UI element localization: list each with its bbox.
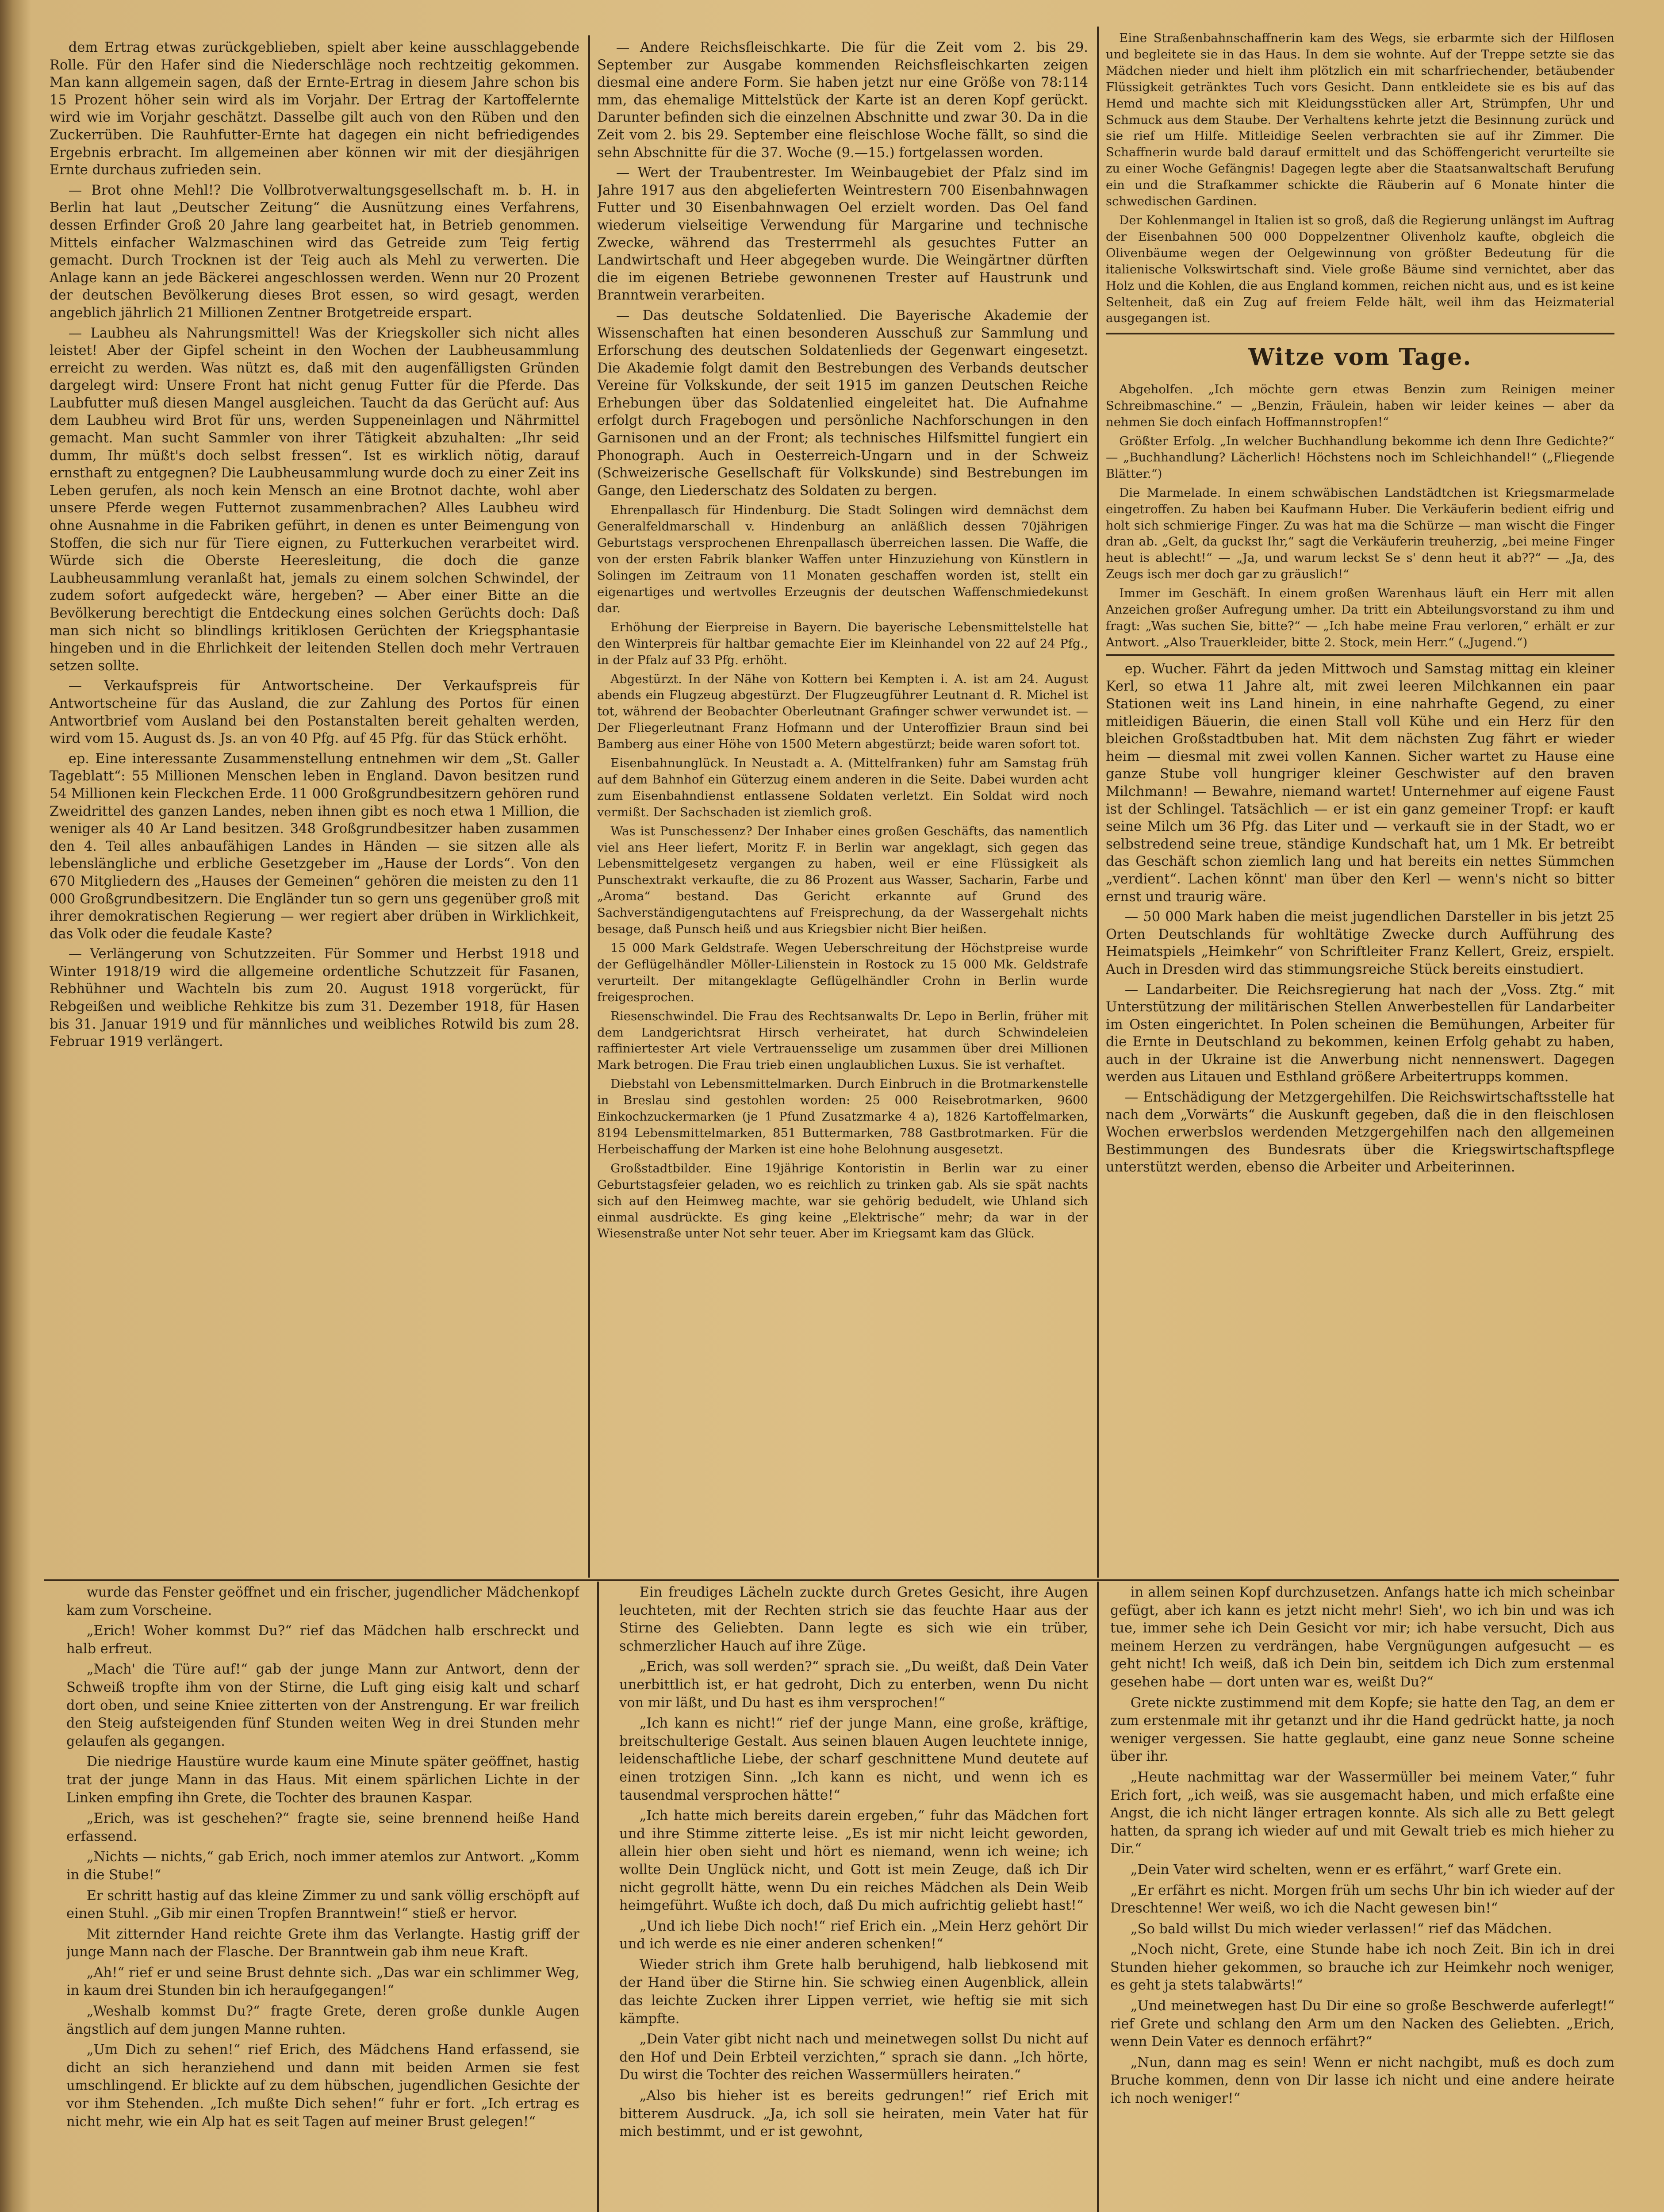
news-item: ep. Eine interessante Zusammenstellung entnehmen wir dem „St. Galler Tageblatt“: 55 Millionen Menschen leben in England. Davon besitzen rund 54 Millionen kein Fleckchen Erde. 11 000 Großgrundbesitzern gehören rund Zweidrittel des ganzen Landes, neben ihnen gibt es noch etwa 1 Million, die weniger als 40 Ar Land besitzen. 348 Großgrundbesitzer haben zusammen den 4. Teil alles anbaufähigen Landes in Händen — sie sitzen alle als lebenslängliche und erbliche Gesetzgeber im „Hause der Lords“. Von den 670 Mitgliedern des „Hauses der Gemeinen“ gehören die meisten zu den 11 000 Großgrundbesitzern. Die Engländer tun so gern uns gegenüber groß mit ihrer demokratischen Regierung — wer regiert aber drüben in Wirklichkeit, das Volk oder die feudale Kaste?	[50, 751, 579, 942]
news-item-small: Großstadtbilder. Eine 19jährige Kontoristin in Berlin war zu einer Geburtstagsfeier geladen, wo es reichlich zu trinken gab. Als sie spät nachts sich auf den Heimweg machte, war sie gehörig bedudelt, wie Uhland sich einmal ausdrückte. Es ging keine „Elektrische“ mehr; da war in der Wiesenstraße unter Not sehr teuer. Aber im Kriegsamt kam das Glück.	[597, 1161, 1088, 1241]
story-paragraph: „Erich! Woher kommst Du?“ rief das Mädchen halb erschreckt und halb erfreut.	[66, 1623, 579, 1657]
column-1-news	[50, 39, 579, 1577]
news-item: — Entschädigung der Metzgergehilfen. Die Reichswirtschaftsstelle hat nach dem „Vorwärts“ die Auskunft gegeben, daß die in den fleischlosen Wochen erwerbslos werdenden Metzgergehilfen nach den allgemeinen Bestimmungen des Bundesrats über die Kriegswirtschaftspflege unterstützt werden, ebenso die Arbeiter und Arbeiterinnen.	[1106, 1090, 1614, 1175]
story-paragraph: „Ich kann es nicht!“ rief der junge Mann, eine große, kräftige, breitschulterige Gestalt. Aus seinen blauen Augen leuchtete innige, leidenschaftliche Liebe, der scharf geschnittene Mund deutete auf einen trotzigen Sinn. „Ich kann es nicht, und wenn ich es tausendmal versprochen hätte!“	[619, 1716, 1088, 1803]
news-item-small: 15 000 Mark Geldstrafe. Wegen Ueberschreitung der Höchstpreise wurde der Geflügelhändler Möller-Lilienstein in Rostock zu 15 000 Mk. Geldstrafe verurteilt. Der mitangeklagte Geflügelhändler Crohn in Berlin wurde freigesprochen.	[597, 941, 1088, 1004]
story-paragraph: „Nichts — nichts,“ gab Erich, noch immer atemlos zur Antwort. „Komm in die Stube!“	[66, 1849, 579, 1883]
story-rule-1	[597, 1582, 599, 2212]
news-item: — Verlängerung von Schutzzeiten. Für Sommer und Herbst 1918 und Winter 1918/19 wird die allgemeine ordentliche Schutzzeit für Fasanen, Rebhühner und Wachteln bis zum 20. August 1918 vorgerückt, für Rebgeißen und weibliche Rehkitze bis zum 31. Dezember 1918, für Hasen bis 31. Januar 1919 und für männliches und weibliches Rotwild bis zum 28. Februar 1919 verlängert.	[50, 946, 579, 1050]
story-paragraph: Ein freudiges Lächeln zuckte durch Gretes Gesicht, ihre Augen leuchteten, mit der Rechten strich sie das feuchte Haar aus der Stirne des Geliebten. Dann legte es sich wie ein trüber, schmerzlicher Hauch auf ihre Züge.	[619, 1585, 1088, 1654]
story-paragraph: „Nun, dann mag es sein! Wenn er nicht nachgibt, muß es doch zum Bruche kommen, denn von Dir lasse ich nicht und eine andere heirate ich noch weniger!“	[1110, 2055, 1614, 2107]
news-item-small: Der Kohlenmangel in Italien ist so groß, daß die Regierung unlängst im Auftrag der Eisenbahnen 500 000 Doppelzentner Olivenholz kaufte, obgleich die Olivenbäume wegen der Oelgewinnung von größter Bedeutung für die italienische Volkswirtschaft sind. Viele große Bäume sind vernichtet, aber das Holz und die Kohlen, die aus England kommen, reichen nicht aus, und es ist keine Seltenheit, daß ein Zug auf freiem Felde hält, weil ihm das Heizmaterial ausgegangen ist.	[1106, 213, 1614, 326]
news-item-small: Eisenbahnunglück. In Neustadt a. A. (Mittelfranken) fuhr am Samstag früh auf dem Bahnhof ein Güterzug einem anderen in die Seite. Dabei wurden acht zum Eisenbahndienst entlassene Soldaten verletzt. Ein Soldat wird noch vermißt. Der Sachschaden ist ziemlich groß.	[597, 756, 1088, 819]
story-paragraph: „Heute nachmittag war der Wassermüller bei meinem Vater,“ fuhr Erich fort, „ich weiß, was sie ausgemacht haben, und mich erfaßte eine Angst, die ich nicht länger ertragen konnte. Als sich alle zu Bett gelegt hatten, da sprang ich wieder auf und mit Gewalt trieb es mich hieher zu Dir.“	[1110, 1769, 1614, 1857]
joke-item: Größter Erfolg. „In welcher Buchhandlung bekomme ich denn Ihre Gedichte?“ — „Buchhandlung? Lächerlich! Höchstens noch im Schleichhandel!“ („Fliegende Blätter.“)	[1106, 434, 1614, 481]
story-paragraph: „Ich hatte mich bereits darein ergeben,“ fuhr das Mädchen fort und ihre Stimme zitterte leise. „Es ist mir nicht leicht geworden, allein hier oben sieht und hört es niemand, wenn ich weine; ich wollte Dein Unglück nicht, und Gott ist mein Zeuge, daß ich Dir nicht gegrollt hätte, wenn Du ein reiches Mädchen als Dein Weib heimgeführt. Wußte ich doch, daß Du mich aufrichtig geliebt hast!“	[619, 1808, 1088, 1914]
witze-box-bottom-rule	[1106, 654, 1614, 656]
story-column-2	[619, 1584, 1088, 2212]
story-paragraph: Wieder strich ihm Grete halb beruhigend, halb liebkosend mit der Hand über die Stirne hin. Sie schwieg einen Augenblick, allein das leichte Zucken ihrer Lippen verriet, wie heftig sie mit sich kämpfte.	[619, 1957, 1088, 2027]
witze-box-top-rule	[1106, 333, 1614, 334]
story-paragraph: Er schritt hastig auf das kleine Zimmer zu und sank völlig erschöpft auf einen Stuhl. „Gib mir einen Tropfen Branntwein!“ stieß er hervor.	[66, 1888, 579, 1922]
column-3-bottom-items	[1106, 661, 1614, 1176]
column-3-news	[1106, 30, 1614, 1577]
news-item: — Brot ohne Mehl!? Die Vollbrotverwaltungsgesellschaft m. b. H. in Berlin hat laut „Deutscher Zeitung“ die Ausnützung eines Verfahrens, dessen Erfinder Groß 20 Jahre lang gearbeitet hat, in Betrieb genommen. Mittels einfacher Walzmaschinen wird das Getreide zum Teig fertig gemacht. Durch Trocknen ist der Teig auch als Mehl zu verwerten. Die Anlage kann an jede Bäckerei angeschlossen werden. Wenn nur 20 Prozent der deutschen Bevölkerung dieses Brot essen, so wird gesagt, werden angeblich jährlich 21 Millionen Zentner Brotgetreide erspart.	[50, 182, 579, 321]
witze-items	[1106, 381, 1614, 651]
column-3-top-items	[1106, 30, 1614, 326]
story-paragraph: „Er erfährt es nicht. Morgen früh um sechs Uhr bin ich wieder auf der Dreschtenne! Wer weiß, wo ich die Nacht gewesen bin!“	[1110, 1882, 1614, 1916]
story-paragraph: „Dein Vater gibt nicht nach und meinetwegen sollst Du nicht auf den Hof und Dein Erbteil verzichten,“ sprach sie dann. „Ich hörte, Du wirst die Tochter des reichen Wassermüllers heiraten.“	[619, 2032, 1088, 2083]
story-paragraph: Grete nickte zustimmend mit dem Kopfe; sie hatte den Tag, an dem er zum erstenmale mit ihr getanzt und ihr die Hand gedrückt hatte, ja noch weniger vergessen. Sie hatte geglaubt, eine ganz neue Sonne scheine über ihr.	[1110, 1695, 1614, 1765]
story-column-1	[66, 1584, 579, 2212]
news-item: — Laubheu als Nahrungsmittel! Was der Kriegskoller sich nicht alles leistet! Aber der Gipfel scheint in den Wochen der Laubheusammlung erreicht zu werden. Was nützt es, daß mit den augenfälligsten Gründen dargelegt wird: Unsere Front hat nicht genug Futter für die Pferde. Das Laubfutter muß diesen Mangel ausgleichen. Taucht da das Gerücht auf: Aus dem Laubheu wird Brot für uns, werden Suppeneinlagen und Nährmittel gemacht. Man sucht Sammler von ihrer Tätigkeit abzuhalten: „Ihr seid dumm, Ihr müßt's doch selbst fressen“. Ist es wirklich nötig, darauf ernsthaft zu entgegnen? Die Laubheusammlung wurde doch zu einer Zeit ins Leben gerufen, als noch kein Mensch an eine Brotnot dachte, wohl aber unsere Pferde wegen Futternot zusammenbrachen? Alles Laubheu wird ohne Ausnahme in die Fabriken geführt, in denen es unter Beimengung von Stoffen, die sich nur für Tiere eignen, zu Futterkuchen verarbeitet wird. Würde sich die Oberste Heeresleitung, die doch die ganze Laubheusammlung veranlaßt hat, jemals zu einem solchen Schwindel, der zudem sofort aufgedeckt wäre, hergeben? — Aber einer Bitte an die Bevölkerung berechtigt die Entdeckung eines solchen Gerüchts doch: Daß man sich nicht so blindlings kritiklosen Gerüchten der Kriegsphantasie hingeben und in die Ehrlichkeit der leitenden Stellen doch mehr Vertrauen setzen sollte.	[50, 325, 579, 674]
column-2-large-items	[597, 39, 1088, 499]
news-item-small: Abgestürzt. In der Nähe von Kottern bei Kempten i. A. ist am 24. August abends ein Flugzeug abgestürzt. Der Flugzeugführer Leutnant d. R. Michel ist tot, während der Beobachter Oberleutnant Grafinger schwer verwundet ist. — Der Fliegerleutnant Franz Hofmann und der Unteroffizier Braun sind bei Bamberg aus einer Höhe von 1500 Metern abgestürzt; beide waren sofort tot.	[597, 672, 1088, 752]
news-item: — Andere Reichsfleischkarte. Die für die Zeit vom 2. bis 29. September zur Ausgabe kommenden Reichsfleischkarten zeigen diesmal eine andere Form. Sie haben jetzt nur eine Größe von 78:114 mm, das ehemalige Mittelstück der Karte ist an deren Kopf gerückt. Darunter befinden sich die einzelnen Abschnitte und zwar 30. Da in die Zeit vom 2. bis 29. September eine fleischlose Woche fällt, so sind die sehn Abschnitte für die 37. Woche (9.—15.) fortgelassen worden.	[597, 40, 1088, 161]
news-item-small: Erhöhung der Eierpreise in Bayern. Die bayerische Lebensmittelstelle hat den Winterpreis für haltbar gemachte Eier im Kleinhandel von 22 auf 24 Pfg., in der Pfalz auf 33 Pfg. erhöht.	[597, 620, 1088, 667]
news-item: dem Ertrag etwas zurückgeblieben, spielt aber keine ausschlaggebende Rolle. Für den Hafer sind die Niederschläge noch rechtzeitig gekommen. Man kann allgemein sagen, daß der Ernte-Ertrag in diesem Jahre schon bis 15 Prozent höher sein wird als im Vorjahr. Der Ertrag der Kartoffelernte wird wie im Vorjahr geschätzt. Dasselbe gilt auch von den Rüben und den Zuckerrüben. Die Rauhfutter-Ernte hat dagegen ein nicht befriedigendes Ergebnis erbracht. Im allgemeinen aber können wir mit der diesjährigen Ernte durchaus zufrieden sein.	[50, 40, 579, 178]
story-paragraph: „So bald willst Du mich wieder verlassen!“ rief das Mädchen.	[1130, 1921, 1552, 1937]
story-paragraph: wurde das Fenster geöffnet und ein frischer, jugendlicher Mädchenkopf kam zum Vorscheine.	[66, 1585, 579, 1618]
news-item-small: Ehrenpallasch für Hindenburg. Die Stadt Solingen wird demnächst dem Generalfeldmarschall v. Hindenburg an anläßlich dessen 70jährigen Geburtstags versprochenen Ehrenpallasch überreichen lassen. Die Waffe, die von der ersten Fabrik blanker Waffen unter Hinzuziehung von Künstlern in Solingen im Zeitraum von 11 Monaten geschaffen worden ist, stellt ein eigenartiges und wertvolles Erzeugnis der deutschen Waffenschmiedekunst dar.	[597, 503, 1088, 615]
story-paragraph: „Erich, was soll werden?“ sprach sie. „Du weißt, daß Dein Vater unerbittlich ist, er hat gedroht, Dich zu enterben, wenn Du nicht von mir läßt, und Du hast es ihm versprochen!“	[619, 1659, 1088, 1711]
news-item: — 50 000 Mark haben die meist jugendlichen Darsteller in bis jetzt 25 Orten Deutschlands für wohltätige Zwecke durch Aufführung des Heimatspiels „Heimkehr“ von Schriftleiter Franz Kellert, Greiz, erspielt. Auch in Dresden wird das stimmungsreiche Stück bereits einstudiert.	[1106, 909, 1614, 977]
column-2-news	[597, 39, 1088, 1577]
news-item: — Wert der Traubentrester. Im Weinbaugebiet der Pfalz sind im Jahre 1917 aus den abgelieferten Weintrestern 700 Eisenbahnwagen Futter und 30 Eisenbahnwagen Oel erzielt worden. Das Oel fand wiederum vielseitige Verwendung für Margarine und technische Zwecke, während das Tresterrmehl als gesuchtes Futter an Landwirtschaft und Heer abgegeben wurde. Die Weingärtner dürften die im eigenen Betriebe gewonnenen Trester auf Haustrunk und Branntwein verarbeiten.	[597, 165, 1088, 303]
news-item-small: Eine Straßenbahnschaffnerin kam des Wegs, sie erbarmte sich der Hilflosen und begleitete sie in das Haus. In dem sie wohnte. Auf der Treppe setzte sie das Mädchen nieder und hielt ihm plötzlich ein mit scharfriechender, betäubender Flüssigkeit getränktes Tuch vors Gesicht. Dann entkleidete sie es bis auf das Hemd und machte sich mit Kleidungsstücken aller Art, Strümpfen, Uhr und Schmuck aus dem Staube. Der Verhaltens kehrte jetzt die Besinnung zurück und sie rief um Hilfe. Mitleidige Seelen verbrachten sie auf ihr Zimmer. Die Schaffnerin wurde bald darauf ermittelt und das Schöffengericht verurteilte sie zu einer Woche Gefängnis! Dagegen legte aber die Staatsanwaltschaft Berufung ein und die Strafkammer schickte die Räuberin auf 6 Monate hinter die schwedischen Gardinen.	[1106, 31, 1614, 209]
story-paragraph: „Um Dich zu sehen!“ rief Erich, des Mädchens Hand erfassend, sie dicht an sich heranziehend und dann mit beiden Armen sie fest umschlingend. Er blickte auf zu dem hübschen, jugendlichen Gesichte der vor ihm Stehenden. „Ich mußte Dich sehen!“ fuhr er fort. „Ich ertrag es nicht mehr, wie ein Alp hat es seit Tagen auf meiner Brust gelegen!“	[66, 2042, 579, 2130]
joke-item: Die Marmelade. In einem schwäbischen Landstädtchen ist Kriegsmarmelade eingetroffen. Zu haben bei Kaufmann Huber. Die Verkäuferin bedient eifrig und holt sich schmierige Finger. Zu was hat ma die Schürze — man wischt die Finger dran ab. „Gelt, da guckst Ihr,“ sagt die Verkäuferin treuherzig, „bei meine Finger heut is ablecht!“ — „Ja, und warum leckst Se s' denn heut it ab??“ — „Ja, des Zeugs isch mer doch gar zu gräuslich!“	[1106, 485, 1614, 582]
news-item: — Das deutsche Soldatenlied. Die Bayerische Akademie der Wissenschaften hat einen besonderen Ausschuß zur Sammlung und Erforschung des deutschen Soldatenlieds der Gegenwart eingesetzt. Die Akademie folgt damit den Bestrebungen des Verbands deutscher Vereine für Volkskunde, der seit 1915 im ganzen Deutschen Reiche Erhebungen über das Soldatenlied eingeleitet hat. Die Aufnahme erfolgt durch Fragebogen und persönliche Nachforschungen in den Garnisonen und an der Front; als technisches Hilfsmittel fungiert ein Phonograph. Auch in Oesterreich-Ungarn und in der Schweiz (Schweizerische Gesellschaft für Volkskunde) sind Bestrebungen im Gange, den Liederschatz des Soldaten zu bergen.	[597, 307, 1088, 499]
news-item: ep. Wucher. Fährt da jeden Mittwoch und Samstag mittag ein kleiner Kerl, so etwa 11 Jahre alt, mit zwei leeren Milchkannen ein paar Stationen weit ins Land hinein, in eine nahrhafte Gegend, zu einer mitleidigen Bäuerin, die einen Stall voll Kühe und ein Herz für den bleichen Großstadtbuben hat. Mit dem nächsten Zug fährt er wieder heim — diesmal mit zwei vollen Kannen. Sicher wartet zu Hause eine ganze Stube voll hungriger kleiner Geschwister auf den braven Milchmann! — Bewahre, niemand wartet! Unternehmer auf eigene Faust ist der Schlingel. Tatsächlich — er ist ein ganz gemeiner Tropf: er kauft seine Milch um 36 Pfg. das Liter und — verkauft sie in der Stadt, wo er selbstredend seine treue, ständige Kundschaft hat, um 1 Mk. Er betreibt das Geschäft schon ziemlich lang und hat bereits ein nettes Sümmchen „verdient“. Lachen könnt' man über den Kerl — wenn's nicht so bitter ernst und traurig wäre.	[1106, 661, 1614, 905]
joke-item: Abgeholfen. „Ich möchte gern etwas Benzin zum Reinigen meiner Schreibmaschine.“ — „Benzin, Fräulein, haben wir leider keines — aber da nehmen Sie doch einfach Hoffmannstropfen!“	[1106, 382, 1614, 430]
story-paragraph: „Erich, was ist geschehen?“ fragte sie, seine brennend heiße Hand erfassend.	[66, 1811, 579, 1844]
joke-item: Immer im Geschäft. In einem großen Warenhaus läuft ein Herr mit allen Anzeichen großer Aufregung umher. Da tritt ein Abteilungsvorstand zu ihm und fragt: „Was suchen Sie, bitte?“ — „Ich habe meine Frau verloren,“ erhält er zur Antwort. „Also Trauerkleider, bitte 2. Stock, mein Herr.“ („Jugend.“)	[1106, 586, 1614, 649]
story-paragraph: „Und meinetwegen hast Du Dir eine so große Beschwerde auferlegt!“ rief Grete und schlang den Arm um den Nacken des Geliebten. „Erich, wenn Dein Vater es dennoch erfährt?“	[1110, 1998, 1614, 2050]
column-rule-1	[588, 35, 590, 1578]
story-column-3	[1110, 1584, 1614, 2212]
story-paragraph: „Weshalb kommst Du?“ fragte Grete, deren große dunkle Augen ängstlich auf dem jungen Manne ruhten.	[66, 2004, 579, 2037]
story-paragraph: „Mach' die Türe auf!“ gab der junge Mann zur Antwort, denn der Schweiß tropfte ihm von der Stirne, die Luft ging eisig kalt und scharf dort oben, und seine Kniee zitterten von der Anstrengung. Er war freilich den Steig aufsteigenden fünf Stunden weiten Weg in drei Stunden mehr gelaufen als gegangen.	[66, 1662, 579, 1749]
story-rule-2	[1097, 1582, 1099, 2212]
story-paragraph: „Noch nicht, Grete, eine Stunde habe ich noch Zeit. Bin ich in drei Stunden hieher gekommen, so brauche ich zur Heimkehr noch weniger, es geht ja stets talabwärts!“	[1110, 1942, 1614, 1993]
news-item: — Verkaufspreis für Antwortscheine. Der Verkaufspreis für Antwortscheine für das Ausland, die zur Zahlung des Portos für einen Antwortbrief vom Ausland bei den Postanstalten bereit gehalten werden, wird vom 15. August ds. Js. an von 40 Pfg. auf 45 Pfg. für das Stück erhöht.	[50, 678, 579, 747]
story-paragraph: Mit zitternder Hand reichte Grete ihm das Verlangte. Hastig griff der junge Mann nach der Flasche. Der Branntwein gab ihm neue Kraft.	[66, 1926, 579, 1960]
story-paragraph: „Dein Vater wird schelten, wenn er es erfährt,“ warf Grete ein.	[1130, 1862, 1562, 1878]
news-item-small: Riesenschwindel. Die Frau des Rechtsanwalts Dr. Lepo in Berlin, früher mit dem Landgerichtsrat Hirsch verheiratet, hat durch Schwindeleien raffiniertester Art viele Vertrauensselige um zusammen über drei Millionen Mark betrogen. Die Frau trieb einen unglaublichen Luxus. Sie ist verhaftet.	[597, 1009, 1088, 1072]
story-paragraph: „Also bis hieher ist es bereits gedrungen!“ rief Erich mit bitterem Ausdruck. „Ja, ich soll sie heiraten, mein Vater hat für mich bestimmt, und er ist gewohnt,	[619, 2088, 1088, 2140]
story-paragraph: „Ah!“ rief er und seine Brust dehnte sich. „Das war ein schlimmer Weg, in kaum drei Stunden bin ich heraufgegangen!“	[66, 1965, 579, 1999]
news-item: — Landarbeiter. Die Reichsregierung hat nach der „Voss. Ztg.“ mit Unterstützung der militärischen Stellen Anwerbestellen für Landarbeiter im Osten eingerichtet. In Polen scheinen die Bemühungen, Arbeiter für die Ernte in Deutschland zu bekommen, keinen Erfolg gehabt zu haben, auch in der Ukraine ist die Anwerbung nicht nennenswert. Dagegen werden aus Litauen und Esthland größere Arbeitertrupps kommen.	[1106, 982, 1614, 1085]
story-paragraph: „Und ich liebe Dich noch!“ rief Erich ein. „Mein Herz gehört Dir und ich werde es nie einer anderen schenken!“	[619, 1918, 1088, 1952]
news-item-small: Was ist Punschessenz? Der Inhaber eines großen Geschäfts, das namentlich viel ans Heer liefert, Moritz F. in Berlin war angeklagt, sich gegen das Lebensmittelgesetz vergangen zu haben, weil er eine Flüssigkeit als Punschextrakt verkaufte, die zu 86 Prozent aus Wasser, Sacharin, Farbe und „Aroma“ bestand. Das Gericht erkannte auf Grund des Sachverständigengutachtens auf Freisprechung, da der Wassergehalt nichts besage, daß Punsch heiß und aus Kriegsbier nicht Bier heißen.	[597, 824, 1088, 937]
witze-heading: Witze vom Tage.	[1248, 344, 1472, 371]
column-rule-2	[1097, 27, 1099, 1578]
column-2-small-items	[597, 502, 1088, 1242]
story-paragraph: in allem seinen Kopf durchzusetzen. Anfangs hatte ich mich scheinbar gefügt, aber ich kann es jetzt nicht mehr! Sieh', wo ich bin und was ich tue, immer sehe ich Dein Gesicht vor mir; ich habe versucht, Dich aus meinem Herzen zu verdrängen, habe Vergnügungen aufgesucht — es geht nicht! Ich weiß, daß ich Dein bin, seitdem ich Dich zum erstenmal gesehen habe — dort unten war es, weißt Du?“	[1110, 1585, 1614, 1690]
feuilleton-separator	[44, 1579, 1619, 1581]
news-item-small: Diebstahl von Lebensmittelmarken. Durch Einbruch in die Brotmarkenstelle in Breslau sind gestohlen worden: 25 000 Reisebrotmarken, 9600 Einkochzuckermarken (je 1 Pfund Zusatzmarke 4 a), 1826 Kartoffelmarken, 8194 Lebensmittelmarken, 851 Buttermarken, 788 Gastbrotmarken. Für die Herbeischaffung der Marken ist eine hohe Belohnung ausgesetzt.	[597, 1077, 1088, 1156]
story-paragraph: Die niedrige Haustüre wurde kaum eine Minute später geöffnet, hastig trat der junge Mann in das Haus. Mit einem spärlichen Lichte in der Linken empfing ihn Grete, die Tochter des braunen Kaspar.	[66, 1754, 579, 1806]
